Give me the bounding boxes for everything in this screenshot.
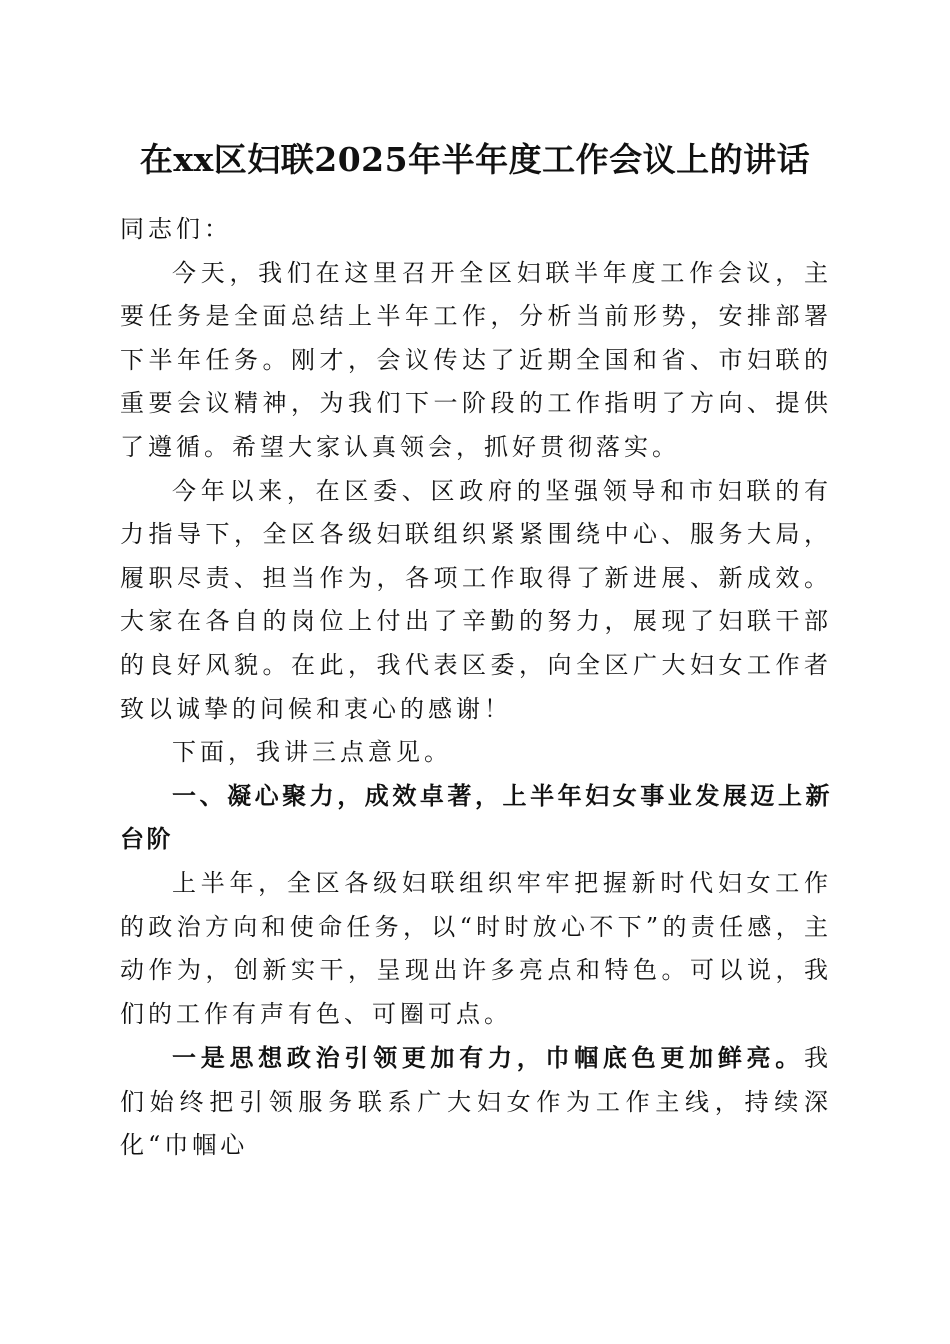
paragraph-opening: 今天，我们在这里召开全区妇联半年度工作会议，主要任务是全面总结上半年工作，分析当前形势，安排部署下半年任务。刚才，会议传达了近期全国和省、市妇联的重要会议精神，为我们下一阶段的工作指明了方向、提供了遵循。希望大家认真领会，抓好贯彻落实。 — [120, 258, 832, 461]
document-body — [120, 208, 832, 1168]
section-heading-1: 一、凝心聚力，成效卓著，上半年妇女事业发展迈上新台阶 — [120, 781, 832, 854]
point-1-lead: 一是思想政治引领更加有力，巾帼底色更加鲜亮。 — [172, 1043, 804, 1073]
point-1-text: 我们始终把引领服务联系广大妇女作为工作主线，持续深化“巾帼心 — [120, 1044, 832, 1160]
paragraph-transition: 下面，我讲三点意见。 — [172, 738, 452, 767]
paragraph-point-1 — [120, 1036, 832, 1168]
paragraph-section1-intro: 上半年，全区各级妇联组织牢牢把握新时代妇女工作的政治方向和使命任务，以“时时放心不下”的责任感，主动作为，创新实干，呈现出许多亮点和特色。可以说，我们的工作有声有色、可圈可点。 — [120, 868, 832, 1028]
salutation: 同志们： — [120, 215, 232, 243]
paragraph-review: 今年以来，在区委、区政府的坚强领导和市妇联的有力指导下，全区各级妇联组织紧紧围绕中心、服务大局，履职尽责、担当作为，各项工作取得了新进展、新成效。大家在各自的岗位上付出了辛勤的努力，展现了妇联干部的良好风貌。在此，我代表区委，向全区广大妇女工作者致以诚挚的问候和衷心的感谢！ — [120, 476, 832, 723]
document-title: 在xx区妇联2025年半年度工作会议上的讲话 — [139, 140, 811, 179]
